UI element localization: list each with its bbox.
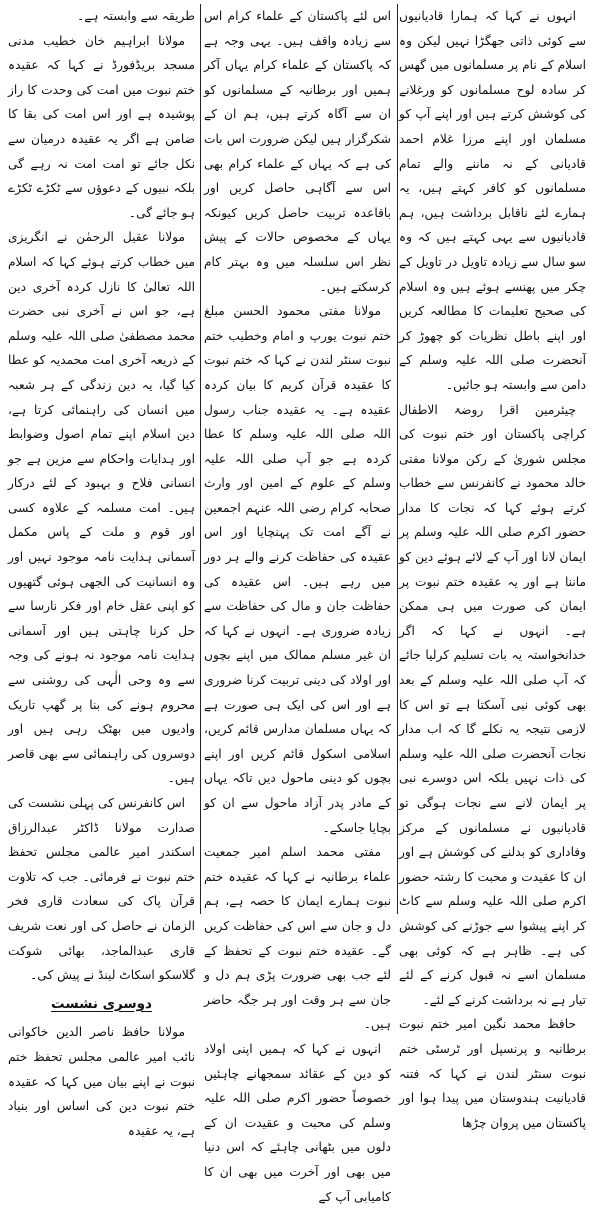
paragraph: طریقہ سے وابستہ ہے۔ <box>77 9 195 23</box>
paragraph: مولانا حافظ ناصر الدین خاکوانی نائب امیر عالمی مجلس تحفظ ختم نبوت نے اپنے بیان میں کہا کہ عقیدہ ختم نبوت دین کی اساس اور بنیاد ہے، یہ عقیدہ <box>8 1025 195 1138</box>
paragraph: مولانا ابراہیم خان خطیب مدنی مسجد بریڈفورڈ نے کہا کہ عقیدہ ختم نبوت میں امت کی وحدت کا راز پوشیدہ ہے اور اس امت کی بقا کا ضامن ہے اگر یہ عقیدہ درمیان سے نکل جائے تو امت امت نہ رہے گی بلکہ نبیوں کے دعوؤں سے ٹکڑے ٹکڑے ہو جائے گی۔ <box>8 33 195 220</box>
column-divider <box>200 4 201 914</box>
paragraph: انہوں نے کہا کہ ہمیں اپنی اولاد کو دین کے عقائد سمجھانے چاہئیں خصوصاً حضور اکرم صلی اللہ علیہ وسلم کی محبت و عقیدت ان کے دلوں میں بٹھانی چاہئے کہ اس دنیا میں بھی اور آخرت میں بھی ان کا کامیابی آپ کے <box>204 1041 391 1204</box>
column-divider <box>397 4 398 914</box>
column-left <box>8 4 195 1138</box>
paragraph: مولانا عقیل الرحمٰن نے انگریزی میں خطاب کرتے ہوئے کہا کہ اسلام اللہ تعالیٰ کا نازل کردہ آخری دین ہے، جو اس نے آخری نبی حضرت محمد مصطفیٰ صلی اللہ علیہ وسلم کے ذریعہ آخری امت محمدیہ کو عطا کیا گیا، یہ دین زندگی کے ہر شعبہ میں انسان کی راہنمائی کرتا ہے، دین اسلام اپنے تمام اصول وضوابط اور ہدایات واحکام سے مزین ہے جو انسانی فلاح و بہبود کے لئے درکار ہیں۔ امت مسلمہ کے علاوہ کسی اور قوم و ملت کے پاس مکمل آسمانی ہدایت نامہ موجود نہیں اور وہ انسانیت کی الجھی ہوئی گتھیوں کو اپنی عقل خام اور فکر نارسا سے حل کرنا چاہتی ہیں اور آسمانی ہدایت نامہ موجود نہ ہونے کی وجہ سے وہ وحی الٰہی کی روشنی سے محروم ہونے کی بنا پر گھپ تاریک وادیوں میں بھٹک رہی ہیں اور دوسروں کی راہنمائی سے بھی قاصر ہیں۔ <box>8 230 195 786</box>
paragraph: اس کانفرنس کی پہلی نشست کی صدارت مولانا ڈاکٹر عبدالرزاق اسکندر امیر عالمی مجلس تحفظ ختم نبوت نے فرمائی۔ جب کہ تلاوت قرآن پاک کی سعادت قاری فخر الزمان نے حاصل کی اور نعت شریف قاری عبدالماجد، بھائی شوکت گلاسکو اسکاٹ لینڈ نے پیش کی۔ <box>8 796 195 983</box>
column-right <box>399 4 586 1130</box>
paragraph: چیئرمین اقرا روضۃ الاطفال کراچی پاکستان اور ختم نبوت کی مجلس شوریٰ کے رکن مولانا مفتی خالد محمود نے کانفرنس سے خطاب کرتے ہوئے کہا کہ نجات کا مدار حضور اکرم صلی اللہ علیہ وسلم پر ایمان لانا اور آپ کے لائے ہوئے دین کو ماننا ہے اور یہ عقیدہ ختم نبوت پر ایمان کی صورت میں ہی ممکن ہے۔ انہوں نے کہا کہ اگر خدانخواستہ یہ بات تسلیم کرلیا جائے کہ آپ صلی اللہ علیہ وسلم کے بعد بھی کوئی نبی آسکتا ہے تو اس کا لازمی نتیجہ یہ نکلے گا کہ اب مدار نجات آنحضرت صلی اللہ علیہ وسلم کی ذات نہیں بلکہ اس دوسرے نبی پر ایمان لانے سے نجات ہوگی تو قادیانیوں نے مسلمانوں کے مرکز وفاداری کو بدلنے کی کوشش ہے اور ان کا عقیدت و محبت کا رشتہ حضور اکرم صلی اللہ علیہ وسلم سے کاٹ کر اپنے پیشوا سے جوڑنے کی کوشش کی ہے۔ ظاہر ہے کہ کوئی بھی مسلمان اسے نہ قبول کرنے کے لئے تیار ہے نہ برداشت کرنے کے لئے۔ <box>399 402 586 1007</box>
paragraph: انہوں نے کہا کہ ہمارا قادیانیوں سے کوئی ذاتی جھگڑا نہیں لیکن وہ اسلام کے نام پر مسلمانوں میں گھس کر سادہ لوح مسلمانوں کو ورغلانے کی کوشش کرتے ہیں اور اپنے آپ کو مسلمان اور اپنے مرزا غلام احمد قادیانی کے نہ ماننے والے تمام مسلمانوں کو کافر کہتے ہیں، یہ ہمارے لئے ناقابل برداشت ہیں، ہم قادیانیوں سے یہی کہتے ہیں کہ وہ سو سال سے زیادہ تاویل در تاویل کے چکر میں پھنسے ہوئے ہیں وہ اسلام کی صحیح تعلیمات کا مطالعہ کریں اور اپنے باطل نظریات کو چھوڑ کر آنحضرت صلی اللہ علیہ وسلم کے دامن سے وابستہ ہو جائیں۔ <box>399 9 586 392</box>
paragraph: اس لئے پاکستان کے علماء کرام اس سے زیادہ واقف ہیں۔ یہی وجہ ہے کہ پاکستان کے علماء کرام یہاں آکر ہمیں اور برطانیہ کے مسلمانوں کو ان سے آگاہ کرتے ہیں، ہم ان کے شکرگزار ہیں لیکن ضرورت اس بات کی ہے کہ یہاں کے علماء کرام بھی اس سے آگاہی حاصل کریں اور باقاعدہ تربیت حاصل کریں کیونکہ یہاں کے مخصوص حالات کے پیش نظر اس سلسلہ میں وہ بہتر کام کرسکتے ہیں۔ <box>204 9 391 294</box>
paragraph: مولانا مفتی محمود الحسن مبلغ ختم نبوت یورپ و امام وخطیب ختم نبوت سنٹر لندن نے کہا کہ ختم نبوت کا عقیدہ قرآن کریم کا بیان کردہ عقیدہ ہے۔ یہ عقیدہ جناب رسول اللہ صلی اللہ علیہ وسلم کا عطا کردہ ہے جو آپ صلی اللہ علیہ وسلم کے علوم کے امین اور وارث صحابہ کرام رضی اللہ عنہم اجمعین نے آگے امت تک پہنچایا اور اس عقیدہ کی حفاظت کرنے والے ہر دور میں رہے ہیں۔ اس عقیدہ کی حفاظت جان و مال کی حفاظت سے زیادہ ضروری ہے۔ انہوں نے کہا کہ ان غیر مسلم ممالک میں اپنے بچوں اور اولاد کی دینی تربیت کرنا ضروری ہے اور اس کی ایک ہی صورت ہے کہ یہاں مسلمان مدارس قائم کریں، اسلامی اسکول قائم کریں اور اپنے بچوں کو دینی ماحول دیں تاکہ یہاں کے مادر پدر آزاد ماحول سے ان کو بچایا جاسکے۔ <box>204 304 391 835</box>
section-heading: دوسری نشست <box>51 995 152 1012</box>
paragraph: حافظ محمد نگین امیر ختم نبوت برطانیہ و پرنسپل اور ٹرسٹی ختم نبوت سنٹر لندن نے کہا کہ فتنہ قادیانیت ہندوستان میں پیدا ہوا اور پاکستان میں پروان چڑھا <box>399 1017 586 1130</box>
paragraph: مفتی محمد اسلم امیر جمعیت علماء برطانیہ نے کہا کہ عقیدہ ختم نبوت ہمارے ایمان کا حصہ ہے، ہم دل و جان سے اس کی حفاظت کریں گے۔ عقیدہ ختم نبوت کے تحفظ کے لئے جب بھی ضرورت پڑی ہم دل و جان سے ہر وقت اور ہر جگہ حاضر ہیں۔ <box>204 845 391 1032</box>
column-middle <box>204 4 391 1204</box>
